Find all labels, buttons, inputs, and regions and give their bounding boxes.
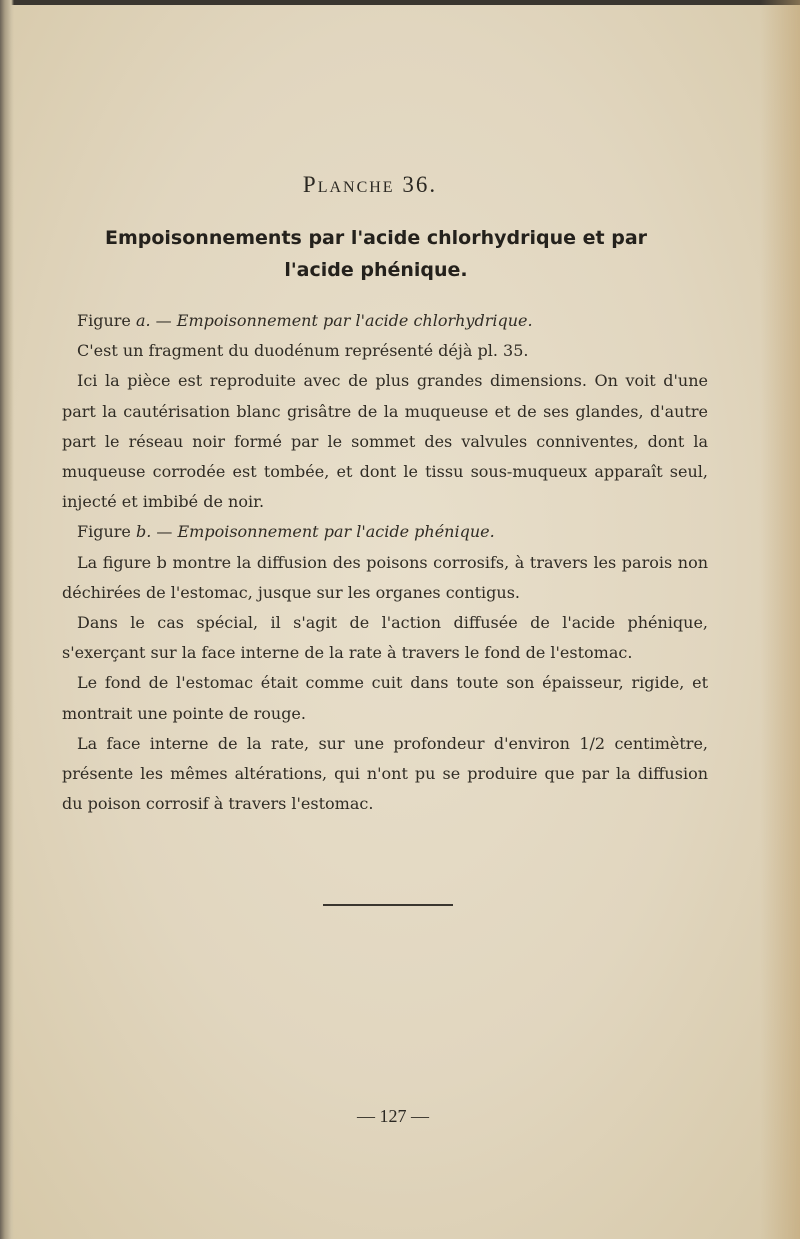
figure-a-caption: Empoisonnement par l'acide chlorhydrique.: [176, 311, 533, 330]
paragraph: La face interne de la rate, sur une profondeur d'environ 1/2 centimètre, présente les mêmes altérations, qui n'ont pu se produire que par la diffusion du poison corrosif à travers l'estomac.: [62, 733, 708, 814]
page-edge-stain: [760, 0, 800, 1239]
page-title: Empoisonnements par l'acide chlorhydrique et par l'acide phénique.: [104, 227, 648, 281]
figure-b-caption: Empoisonnement par l'acide phénique.: [177, 522, 495, 542]
section-separator: [323, 904, 453, 906]
figure-b-letter: b.: [135, 522, 152, 542]
page-number: — 127 —: [357, 1106, 429, 1126]
paragraph: Le fond de l'estomac était comme cuit dans toute son épaisseur, rigide, et montrait une pointe de rouge.: [62, 673, 708, 723]
figure-a-label: Figure: [77, 311, 136, 330]
paragraph: Dans le cas spécial, il s'agit de l'action diffusée de l'acide phénique, s'exerçant sur la face interne de la rate à travers le fond de l'estomac.: [62, 613, 708, 663]
figure-b-label: Figure: [77, 522, 136, 542]
top-border: [0, 0, 800, 5]
figure-b-heading: [62, 517, 708, 547]
paragraph: La figure b montre la diffusion des poisons corrosifs, à travers les parois non déchirées de l'estomac, jusque sur les organes contigus.: [62, 552, 708, 602]
plate-heading: Planche 36.: [302, 172, 438, 197]
figure-a-dash: —: [150, 311, 177, 330]
figure-a-letter: a.: [135, 311, 151, 330]
paragraph: Ici la pièce est reproduite avec de plus grandes dimensions. On voit d'une part la cautérisation blanc grisâtre de la muqueuse et de ses glandes, d'autre part le réseau noir formé par le sommet des valvules conniventes, dont la muqueuse corrodée est tombée, et dont le tissu sous-muqueux apparaît seul, injecté et imbibé de noir.: [62, 371, 708, 512]
paragraph: C'est un fragment du duodénum représenté déjà pl. 35.: [77, 341, 529, 361]
figure-b-dash: —: [151, 522, 178, 542]
figure-a-heading: [62, 306, 708, 336]
body-text: [62, 306, 708, 819]
